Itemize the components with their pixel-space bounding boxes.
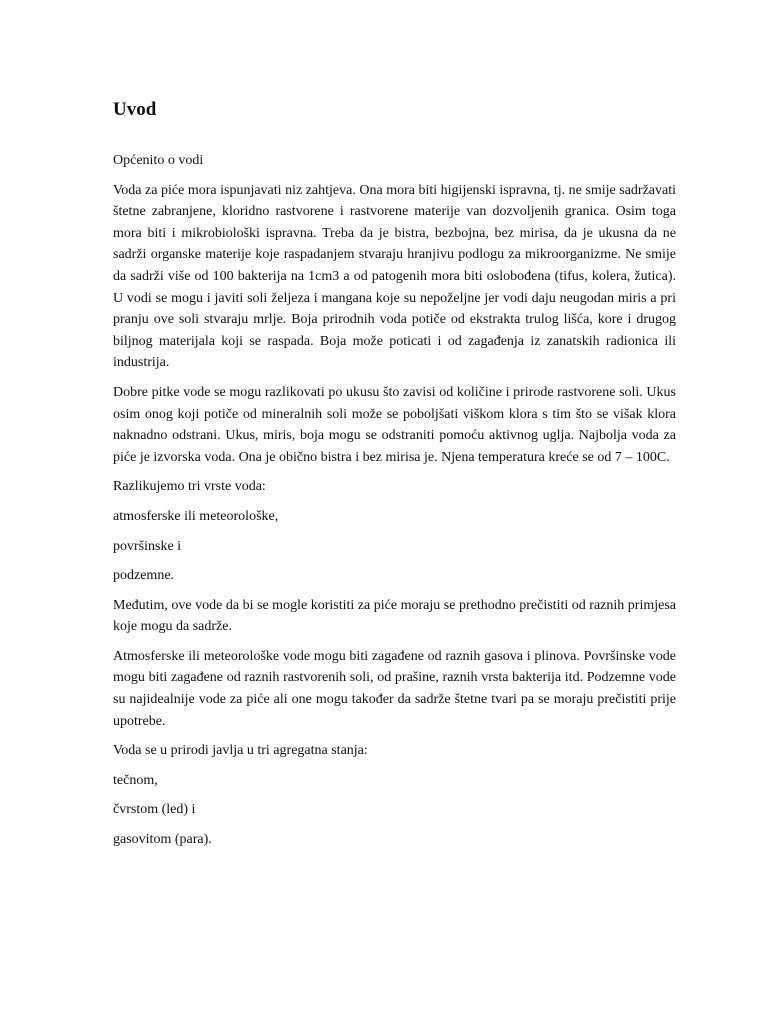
water-type-item: podzemne. (113, 568, 175, 584)
water-states-intro: Voda se u prirodi javlja u tri agregatna stanja: (113, 743, 368, 759)
water-state-item: gasovitom (para). (113, 832, 212, 848)
paragraph-drinking-water-requirements: Voda za piće mora ispunjavati niz zahtjeva. Ona mora biti higijenski ispravna, tj. ne smije sadržavati štetne zabranjene, kloridno rastvorene i rastvorene materije van dozvoljenih granica. Osim toga mora biti i mikrobiološki ispravna. Treba da je bistra, bezbojna, bez mirisa, da je ukusna da ne sadrži organske materije koje raspadanjem stvaraju hranjivu podlogu za mikroorganizme. Ne smije da sadrži više od 100 bakterija na 1cm3 a od patogenih mora biti oslobođena (tifus, kolera, žutica). U vodi se mogu i javiti soli željeza i mangana koje su nepoželjne jer vodi daju neugodan miris a pri pranju ove soli stvaraju mrlje. Boja prirodnih voda potiče od ekstrakta trulog lišća, kore i drugog biljnog materijala koji se raspada. Boja može poticati i od zagađenja iz zanatskih radionica ili industrija. (113, 182, 676, 371)
water-state-item: tečnom, (113, 772, 158, 788)
page-title: Uvod (113, 99, 157, 120)
section-subtitle: Općenito o vodi (113, 153, 204, 168)
document-body (113, 98, 676, 859)
paragraph-pollution-sources: Atmosferske ili meteorološke vode mogu biti zagađene od raznih gasova i plinova. Površinske vode mogu biti zagađene od raznih rastvorenih soli, od prašine, raznih vrsta bakterija itd. Podzemne vode su najidealnije vode za piće ali one mogu također da sadrže štetne tvari pa se moraju prečistiti prije upotrebe. (113, 648, 676, 729)
paragraph-taste-and-quality: Dobre pitke vode se mogu razlikovati po ukusu što zavisi od količine i prirode rastvorene soli. Ukus osim onog koji potiče od mineralnih soli može se poboljšati viškom klora s tim što se višak klora naknadno odstrani. Ukus, miris, boja mogu se odstraniti pomoću aktivnog uglja. Najbolja voda za piće je izvorska voda. Ona je obično bistra i bez mirisa je. Njena temperatura kreće se od 7 – 100C. (113, 384, 676, 465)
water-state-item: čvrstom (led) i (113, 802, 196, 818)
paragraph-purification: Međutim, ove vode da bi se mogle koristiti za piće moraju se prethodno prečistiti od raznih primjesa koje mogu da sadrže. (113, 597, 676, 635)
water-types-intro: Razlikujemo tri vrste voda: (113, 479, 266, 495)
water-type-item: površinske i (113, 538, 182, 554)
water-type-item: atmosferske ili meteorološke, (113, 508, 279, 524)
